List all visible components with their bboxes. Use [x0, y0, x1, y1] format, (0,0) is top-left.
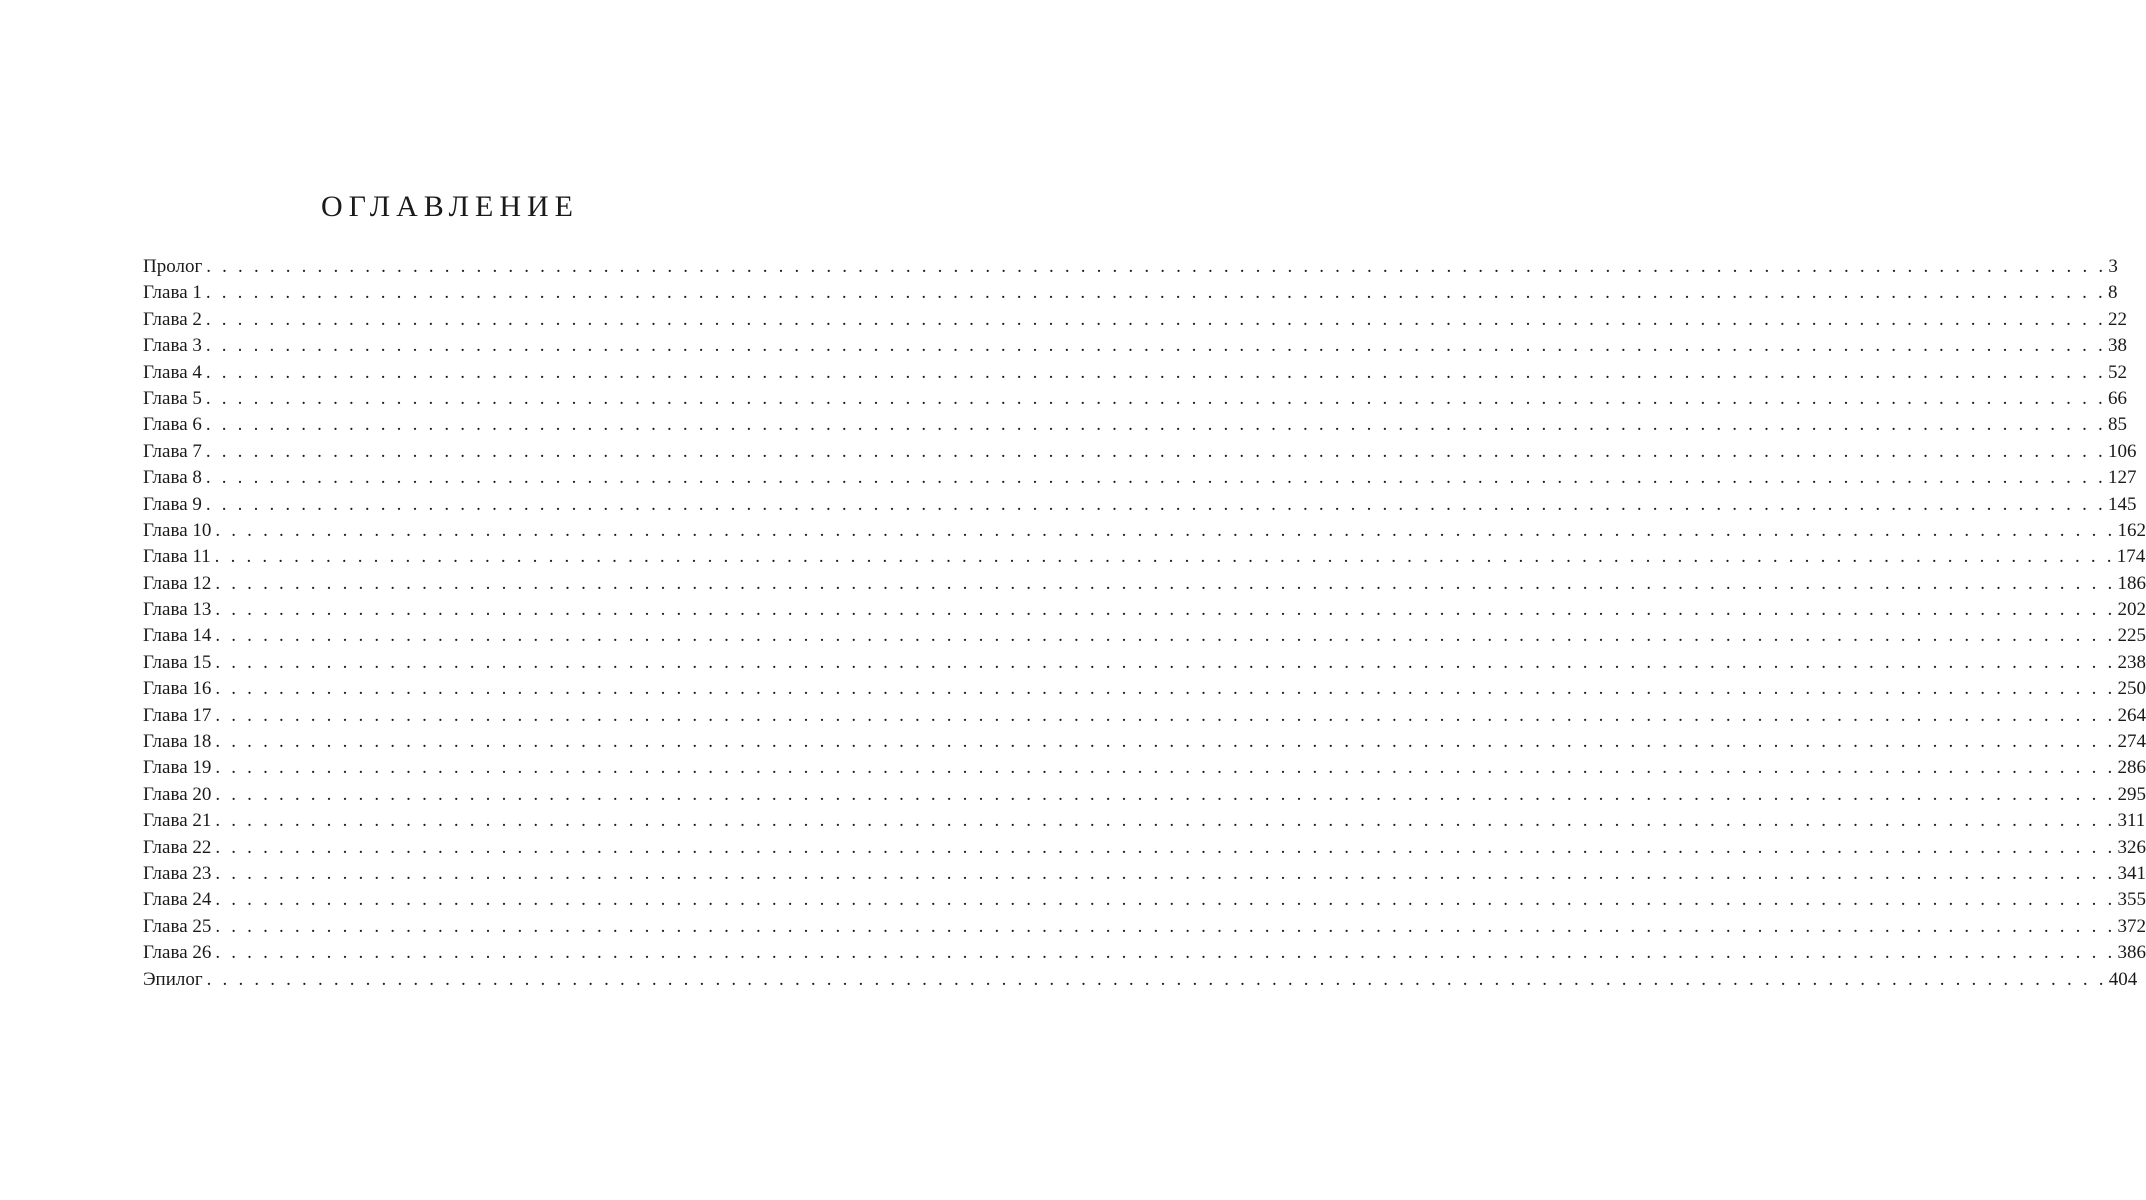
- toc-entry-label: Глава 13: [143, 599, 212, 621]
- toc-entry: [143, 808, 2146, 834]
- toc-leader-dots: . . . . . . . . . . . . . . . . . . . . . . . . . . . . . . . . . . . . . . . . . . . . . . . . . . . . . . . . . . . . . . . . . . . . . . . . . . . . . . . . . . . . . . . . . . . . . . . . . . . . . . . . . . . . . . . . . . . . . . . .: [215, 519, 2116, 541]
- toc-entry-page-number: 145: [2107, 493, 2137, 515]
- toc-leader-dots: . . . . . . . . . . . . . . . . . . . . . . . . . . . . . . . . . . . . . . . . . . . . . . . . . . . . . . . . . . . . . . . . . . . . . . . . . . . . . . . . . . . . . . . . . . . . . . . . . . . . . . . . . . . . . . . . . . . . . . . .: [215, 810, 2116, 832]
- toc-entry: [143, 597, 2146, 623]
- toc-entry-label: Глава 14: [143, 625, 212, 647]
- toc-entry-page-number: 404: [2108, 968, 2138, 990]
- toc-list: [143, 254, 2146, 993]
- toc-entry-label: Глава 19: [143, 757, 212, 779]
- toc-leader-dots: . . . . . . . . . . . . . . . . . . . . . . . . . . . . . . . . . . . . . . . . . . . . . . . . . . . . . . . . . . . . . . . . . . . . . . . . . . . . . . . . . . . . . . . . . . . . . . . . . . . . . . . . . . . . . . . . . . . . . . . .: [215, 678, 2116, 700]
- toc-entry-label: Глава 20: [143, 783, 212, 805]
- toc-entry: [143, 623, 2146, 649]
- toc-entry-page-number: 264: [2117, 704, 2146, 726]
- toc-entry: [143, 386, 2127, 412]
- toc-entry-label: Пролог: [143, 256, 203, 277]
- toc-entry: [143, 914, 2146, 940]
- toc-entry-label: Глава 18: [143, 731, 212, 753]
- toc-leader-dots: . . . . . . . . . . . . . . . . . . . . . . . . . . . . . . . . . . . . . . . . . . . . . . . . . . . . . . . . . . . . . . . . . . . . . . . . . . . . . . . . . . . . . . . . . . . . . . . . . . . . . . . . . . . . . . . . . . . . . . . .: [205, 361, 2106, 383]
- toc-leader-dots: . . . . . . . . . . . . . . . . . . . . . . . . . . . . . . . . . . . . . . . . . . . . . . . . . . . . . . . . . . . . . . . . . . . . . . . . . . . . . . . . . . . . . . . . . . . . . . . . . . . . . . . . . . . . . . . . . . . . . . . .: [205, 493, 2106, 515]
- toc-entry-page-number: 127: [2107, 467, 2137, 489]
- toc-entry: [143, 492, 2137, 518]
- toc-entry-label: Глава 25: [143, 915, 212, 937]
- toc-entry-label: Глава 5: [143, 387, 202, 409]
- toc-entry-page-number: 274: [2117, 731, 2146, 753]
- toc-entry-label: Глава 2: [143, 308, 202, 330]
- toc-entry: [143, 518, 2146, 544]
- toc-title: ОГЛАВЛЕНИЕ: [321, 190, 579, 223]
- toc-entry-label: Глава 15: [143, 651, 212, 673]
- toc-entry-page-number: 386: [2117, 942, 2146, 964]
- toc-entry-label: Эпилог: [143, 968, 203, 990]
- toc-entry-page-number: 162: [2117, 519, 2146, 541]
- toc-entry: [143, 439, 2137, 465]
- toc-entry-page-number: 3: [2108, 256, 2118, 277]
- toc-entry-page-number: 295: [2117, 783, 2146, 805]
- toc-leader-dots: . . . . . . . . . . . . . . . . . . . . . . . . . . . . . . . . . . . . . . . . . . . . . . . . . . . . . . . . . . . . . . . . . . . . . . . . . . . . . . . . . . . . . . . . . . . . . . . . . . . . . . . . . . . . . . . . . . . . . . . .: [205, 414, 2106, 436]
- toc-entry-page-number: 8: [2107, 282, 2118, 304]
- toc-entry: [143, 650, 2146, 676]
- toc-leader-dots: . . . . . . . . . . . . . . . . . . . . . . . . . . . . . . . . . . . . . . . . . . . . . . . . . . . . . . . . . . . . . . . . . . . . . . . . . . . . . . . . . . . . . . . . . . . . . . . . . . . . . . . . . . . . . . . . . . . . . . . .: [205, 335, 2106, 357]
- toc-entry-page-number: 238: [2117, 651, 2146, 673]
- toc-entry: [143, 729, 2146, 755]
- toc-entry-label: Глава 7: [143, 440, 202, 462]
- toc-entry: [143, 333, 2127, 359]
- toc-entry-page-number: 341: [2117, 862, 2146, 884]
- toc-entry: [143, 360, 2127, 386]
- toc-entry: [143, 676, 2146, 702]
- toc-leader-dots: . . . . . . . . . . . . . . . . . . . . . . . . . . . . . . . . . . . . . . . . . . . . . . . . . . . . . . . . . . . . . . . . . . . . . . . . . . . . . . . . . . . . . . . . . . . . . . . . . . . . . . . . . . . . . . . . . . . . . . . .: [205, 282, 2106, 304]
- toc-leader-dots: . . . . . . . . . . . . . . . . . . . . . . . . . . . . . . . . . . . . . . . . . . . . . . . . . . . . . . . . . . . . . . . . . . . . . . . . . . . . . . . . . . . . . . . . . . . . . . . . . . . . . . . . . . . . . . . . . . . . . . . .: [215, 704, 2116, 726]
- toc-entry-label: Глава 22: [143, 836, 212, 858]
- toc-entry: [143, 967, 2138, 993]
- toc-entry-label: Глава 21: [143, 810, 212, 832]
- toc-leader-dots: . . . . . . . . . . . . . . . . . . . . . . . . . . . . . . . . . . . . . . . . . . . . . . . . . . . . . . . . . . . . . . . . . . . . . . . . . . . . . . . . . . . . . . . . . . . . . . . . . . . . . . . . . . . . . . . . . . . . . . . .: [205, 387, 2106, 409]
- toc-entry-page-number: 186: [2117, 572, 2146, 594]
- toc-entry-page-number: 355: [2117, 889, 2146, 911]
- toc-leader-dots: . . . . . . . . . . . . . . . . . . . . . . . . . . . . . . . . . . . . . . . . . . . . . . . . . . . . . . . . . . . . . . . . . . . . . . . . . . . . . . . . . . . . . . . . . . . . . . . . . . . . . . . . . . . . . . . . . . . . . . . .: [205, 440, 2106, 462]
- toc-entry: [143, 782, 2146, 808]
- toc-leader-dots: . . . . . . . . . . . . . . . . . . . . . . . . . . . . . . . . . . . . . . . . . . . . . . . . . . . . . . . . . . . . . . . . . . . . . . . . . . . . . . . . . . . . . . . . . . . . . . . . . . . . . . . . . . . . . . . . . . . . . . . .: [206, 256, 2107, 277]
- toc-entry-page-number: 202: [2117, 599, 2146, 621]
- toc-leader-dots: . . . . . . . . . . . . . . . . . . . . . . . . . . . . . . . . . . . . . . . . . . . . . . . . . . . . . . . . . . . . . . . . . . . . . . . . . . . . . . . . . . . . . . . . . . . . . . . . . . . . . . . . . . . . . . . . . . . . . . . .: [215, 862, 2116, 884]
- toc-entry-page-number: 372: [2117, 915, 2146, 937]
- toc-entry: [143, 861, 2146, 887]
- toc-entry: [143, 544, 2146, 570]
- toc-leader-dots: . . . . . . . . . . . . . . . . . . . . . . . . . . . . . . . . . . . . . . . . . . . . . . . . . . . . . . . . . . . . . . . . . . . . . . . . . . . . . . . . . . . . . . . . . . . . . . . . . . . . . . . . . . . . . . . . . . . . . . . .: [215, 836, 2116, 858]
- toc-leader-dots: . . . . . . . . . . . . . . . . . . . . . . . . . . . . . . . . . . . . . . . . . . . . . . . . . . . . . . . . . . . . . . . . . . . . . . . . . . . . . . . . . . . . . . . . . . . . . . . . . . . . . . . . . . . . . . . . . . . . . . . .: [215, 731, 2116, 753]
- toc-entry: [143, 755, 2146, 781]
- toc-entry-page-number: 225: [2117, 625, 2146, 647]
- toc-leader-dots: . . . . . . . . . . . . . . . . . . . . . . . . . . . . . . . . . . . . . . . . . . . . . . . . . . . . . . . . . . . . . . . . . . . . . . . . . . . . . . . . . . . . . . . . . . . . . . . . . . . . . . . . . . . . . . . . . . . . . . . .: [215, 783, 2116, 805]
- toc-leader-dots: . . . . . . . . . . . . . . . . . . . . . . . . . . . . . . . . . . . . . . . . . . . . . . . . . . . . . . . . . . . . . . . . . . . . . . . . . . . . . . . . . . . . . . . . . . . . . . . . . . . . . . . . . . . . . . . . . . . . . . . .: [215, 889, 2116, 911]
- toc-entry-label: Глава 17: [143, 704, 212, 726]
- toc-entry-label: Глава 10: [143, 519, 212, 541]
- toc-leader-dots: . . . . . . . . . . . . . . . . . . . . . . . . . . . . . . . . . . . . . . . . . . . . . . . . . . . . . . . . . . . . . . . . . . . . . . . . . . . . . . . . . . . . . . . . . . . . . . . . . . . . . . . . . . . . . . . . . . . . . . . .: [215, 625, 2116, 647]
- toc-entry: [143, 412, 2127, 438]
- toc-leader-dots: . . . . . . . . . . . . . . . . . . . . . . . . . . . . . . . . . . . . . . . . . . . . . . . . . . . . . . . . . . . . . . . . . . . . . . . . . . . . . . . . . . . . . . . . . . . . . . . . . . . . . . . . . . . . . . . . . . . . . . . .: [215, 572, 2116, 594]
- toc-leader-dots: . . . . . . . . . . . . . . . . . . . . . . . . . . . . . . . . . . . . . . . . . . . . . . . . . . . . . . . . . . . . . . . . . . . . . . . . . . . . . . . . . . . . . . . . . . . . . . . . . . . . . . . . . . . . . . . . . . . . . . . .: [206, 968, 2107, 990]
- toc-entry-page-number: 174: [2116, 546, 2146, 568]
- toc-entry-label: Глава 1: [143, 282, 202, 304]
- toc-entry: [143, 703, 2146, 729]
- toc-entry-label: Глава 23: [143, 862, 212, 884]
- toc-entry: [143, 307, 2127, 333]
- toc-entry: [143, 940, 2146, 966]
- toc-entry: [143, 280, 2118, 306]
- toc-entry: [143, 254, 2118, 280]
- toc-leader-dots: . . . . . . . . . . . . . . . . . . . . . . . . . . . . . . . . . . . . . . . . . . . . . . . . . . . . . . . . . . . . . . . . . . . . . . . . . . . . . . . . . . . . . . . . . . . . . . . . . . . . . . . . . . . . . . . . . . . . . . . .: [215, 651, 2116, 673]
- toc-entry-page-number: 311: [2117, 810, 2146, 832]
- toc-entry-label: Глава 4: [143, 361, 202, 383]
- toc-entry-page-number: 52: [2107, 361, 2127, 383]
- toc-entry: [143, 571, 2146, 597]
- toc-entry-page-number: 66: [2107, 387, 2127, 409]
- toc-leader-dots: . . . . . . . . . . . . . . . . . . . . . . . . . . . . . . . . . . . . . . . . . . . . . . . . . . . . . . . . . . . . . . . . . . . . . . . . . . . . . . . . . . . . . . . . . . . . . . . . . . . . . . . . . . . . . . . . . . . . . . . .: [215, 599, 2116, 621]
- toc-leader-dots: . . . . . . . . . . . . . . . . . . . . . . . . . . . . . . . . . . . . . . . . . . . . . . . . . . . . . . . . . . . . . . . . . . . . . . . . . . . . . . . . . . . . . . . . . . . . . . . . . . . . . . . . . . . . . . . . . . . . . . . .: [205, 308, 2106, 330]
- toc-leader-dots: . . . . . . . . . . . . . . . . . . . . . . . . . . . . . . . . . . . . . . . . . . . . . . . . . . . . . . . . . . . . . . . . . . . . . . . . . . . . . . . . . . . . . . . . . . . . . . . . . . . . . . . . . . . . . . . . . . . . . . . .: [215, 942, 2116, 964]
- toc-entry-label: Глава 12: [143, 572, 212, 594]
- toc-entry-label: Глава 6: [143, 414, 202, 436]
- toc-entry-label: Глава 24: [143, 889, 212, 911]
- toc-entry-page-number: 22: [2107, 308, 2127, 330]
- toc-leader-dots: . . . . . . . . . . . . . . . . . . . . . . . . . . . . . . . . . . . . . . . . . . . . . . . . . . . . . . . . . . . . . . . . . . . . . . . . . . . . . . . . . . . . . . . . . . . . . . . . . . . . . . . . . . . . . . . . . . . . . . . .: [215, 757, 2116, 779]
- toc-entry-page-number: 250: [2117, 678, 2146, 700]
- toc-entry-label: Глава 26: [143, 942, 212, 964]
- toc-entry: [143, 465, 2137, 491]
- toc-entry: [143, 835, 2146, 861]
- toc-entry-page-number: 286: [2117, 757, 2146, 779]
- toc-leader-dots: . . . . . . . . . . . . . . . . . . . . . . . . . . . . . . . . . . . . . . . . . . . . . . . . . . . . . . . . . . . . . . . . . . . . . . . . . . . . . . . . . . . . . . . . . . . . . . . . . . . . . . . . . . . . . . . . . . . . . . . .: [214, 546, 2115, 568]
- toc-entry: [143, 887, 2146, 913]
- toc-entry-label: Глава 8: [143, 467, 202, 489]
- toc-entry-label: Глава 9: [143, 493, 202, 515]
- toc-entry-label: Глава 3: [143, 335, 202, 357]
- toc-entry-page-number: 106: [2107, 440, 2137, 462]
- toc-entry-page-number: 85: [2107, 414, 2127, 436]
- toc-entry-label: Глава 16: [143, 678, 212, 700]
- toc-leader-dots: . . . . . . . . . . . . . . . . . . . . . . . . . . . . . . . . . . . . . . . . . . . . . . . . . . . . . . . . . . . . . . . . . . . . . . . . . . . . . . . . . . . . . . . . . . . . . . . . . . . . . . . . . . . . . . . . . . . . . . . .: [205, 467, 2106, 489]
- toc-entry-page-number: 38: [2107, 335, 2127, 357]
- toc-entry-page-number: 326: [2117, 836, 2146, 858]
- toc-entry-label: Глава 11: [143, 546, 211, 568]
- toc-leader-dots: . . . . . . . . . . . . . . . . . . . . . . . . . . . . . . . . . . . . . . . . . . . . . . . . . . . . . . . . . . . . . . . . . . . . . . . . . . . . . . . . . . . . . . . . . . . . . . . . . . . . . . . . . . . . . . . . . . . . . . . .: [215, 915, 2116, 937]
